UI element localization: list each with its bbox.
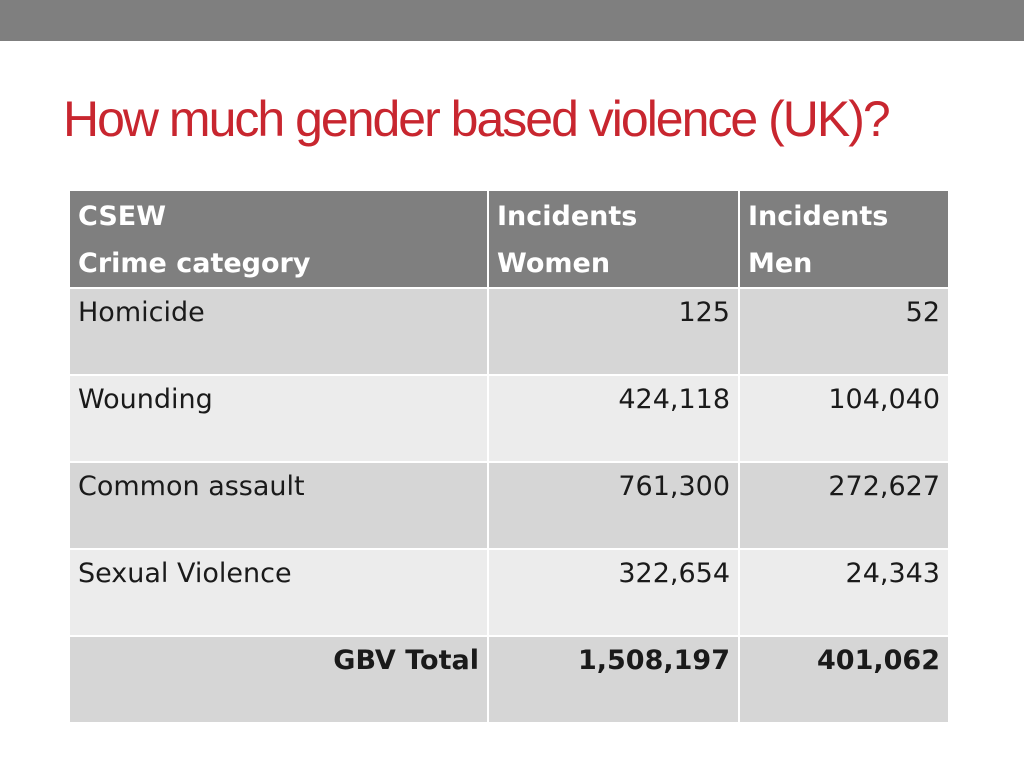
row-women-value: 761,300 xyxy=(488,462,739,549)
data-table xyxy=(68,189,950,724)
total-men-value: 401,062 xyxy=(739,636,949,723)
row-men-value: 52 xyxy=(739,288,949,375)
top-bar xyxy=(0,0,1024,41)
header-row xyxy=(69,190,949,288)
row-men-value: 24,343 xyxy=(739,549,949,636)
row-category: Wounding xyxy=(69,375,488,462)
row-category: Common assault xyxy=(69,462,488,549)
header-men-line1: Incidents xyxy=(748,201,889,232)
table-row xyxy=(69,375,949,462)
header-category-line2: Crime category xyxy=(78,248,311,279)
table-row xyxy=(69,288,949,375)
total-label: GBV Total xyxy=(69,636,488,723)
table-row xyxy=(69,462,949,549)
table-row xyxy=(69,549,949,636)
row-men-value: 104,040 xyxy=(739,375,949,462)
header-women-line1: Incidents xyxy=(497,201,638,232)
header-women xyxy=(488,190,739,288)
total-row xyxy=(69,636,949,723)
header-women-line2: Women xyxy=(497,248,611,279)
row-women-value: 424,118 xyxy=(488,375,739,462)
header-category xyxy=(69,190,488,288)
header-category-line1: CSEW xyxy=(78,201,166,232)
slide-title: How much gender based violence (UK)? xyxy=(63,91,889,147)
row-men-value: 272,627 xyxy=(739,462,949,549)
total-women-value: 1,508,197 xyxy=(488,636,739,723)
row-category: Sexual Violence xyxy=(69,549,488,636)
row-category: Homicide xyxy=(69,288,488,375)
row-women-value: 322,654 xyxy=(488,549,739,636)
header-men xyxy=(739,190,949,288)
row-women-value: 125 xyxy=(488,288,739,375)
header-men-line2: Men xyxy=(748,248,813,279)
